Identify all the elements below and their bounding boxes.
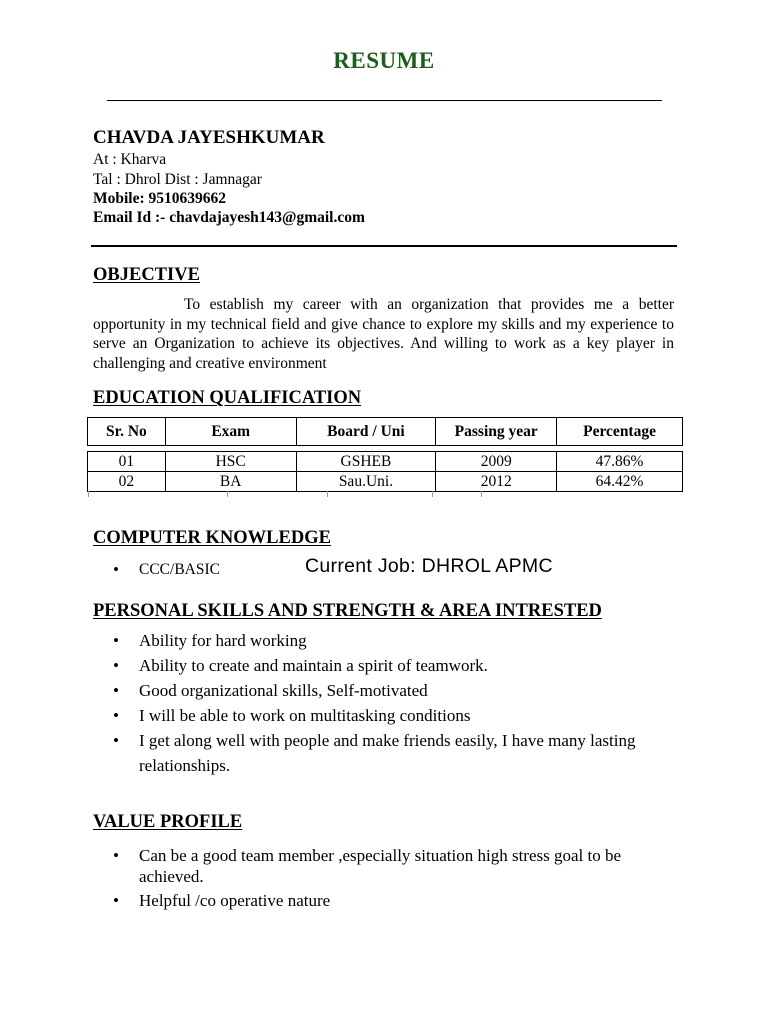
column-header: Percentage	[557, 418, 683, 446]
current-job-note: Current Job: DHROL APMC	[305, 555, 553, 577]
skills-heading: PERSONAL SKILLS AND STRENGTH & AREA INTRESTED	[93, 601, 602, 621]
education-table	[87, 417, 683, 492]
list-item: • CCC/BASIC	[93, 560, 220, 579]
table-row	[88, 452, 683, 472]
computer-knowledge-list	[93, 560, 220, 579]
table-cell: BA	[165, 472, 296, 492]
header-divider	[91, 245, 677, 247]
value-profile-list	[93, 845, 673, 914]
education-heading: EDUCATION QUALIFICATION	[93, 388, 362, 408]
column-header: Sr. No	[88, 418, 166, 446]
resume-title: RESUME	[333, 48, 435, 73]
title-divider	[107, 100, 662, 101]
objective-text: To establish my career with an organization that provides me a better opportunity in my technical field and give chance to explore my skills and my experience to serve an Organization to achieve its objectives. And willing to work as a key player in challenging and creative environment	[93, 296, 674, 372]
list-item: • Can be a good team member ,especially situation high stress goal to be achieved.	[93, 845, 673, 887]
list-item: • Ability to create and maintain a spirit of teamwork.	[93, 654, 673, 679]
table-cell: 2009	[436, 452, 557, 472]
list-item: • I get along well with people and make friends easily, I have many lasting relationships.	[93, 729, 673, 778]
table-header-row	[88, 418, 683, 446]
table-cell: GSHEB	[296, 452, 436, 472]
table-cell: 02	[88, 472, 166, 492]
email-address: Email Id :- chavdajayesh143@gmail.com	[93, 209, 365, 226]
computer-knowledge-heading: COMPUTER KNOWLEDGE	[93, 528, 331, 548]
column-header: Board / Uni	[296, 418, 436, 446]
list-item: • Ability for hard working	[93, 629, 673, 654]
table-cell: 64.42%	[557, 472, 683, 492]
column-header: Passing year	[436, 418, 557, 446]
address-line-1: At : Kharva	[93, 151, 167, 168]
table-cell: 01	[88, 452, 166, 472]
skills-list	[93, 629, 673, 779]
table-cell: HSC	[165, 452, 296, 472]
objective-heading: OBJECTIVE	[93, 265, 200, 285]
value-profile-heading: VALUE PROFILE	[93, 812, 243, 832]
mobile-number: Mobile: 9510639662	[93, 190, 227, 207]
list-item: • Helpful /co operative nature	[93, 890, 673, 911]
candidate-name: CHAVDA JAYESHKUMAR	[93, 127, 325, 148]
truncated-row-fragment	[87, 488, 683, 502]
table-cell: Sau.Uni.	[296, 472, 436, 492]
table-cell: 2012	[436, 472, 557, 492]
address-line-2: Tal : Dhrol Dist : Jamnagar	[93, 171, 262, 188]
column-header: Exam	[165, 418, 296, 446]
list-item: • I will be able to work on multitasking conditions	[93, 704, 673, 729]
list-item: • Good organizational skills, Self-motivated	[93, 679, 673, 704]
table-cell: 47.86%	[557, 452, 683, 472]
